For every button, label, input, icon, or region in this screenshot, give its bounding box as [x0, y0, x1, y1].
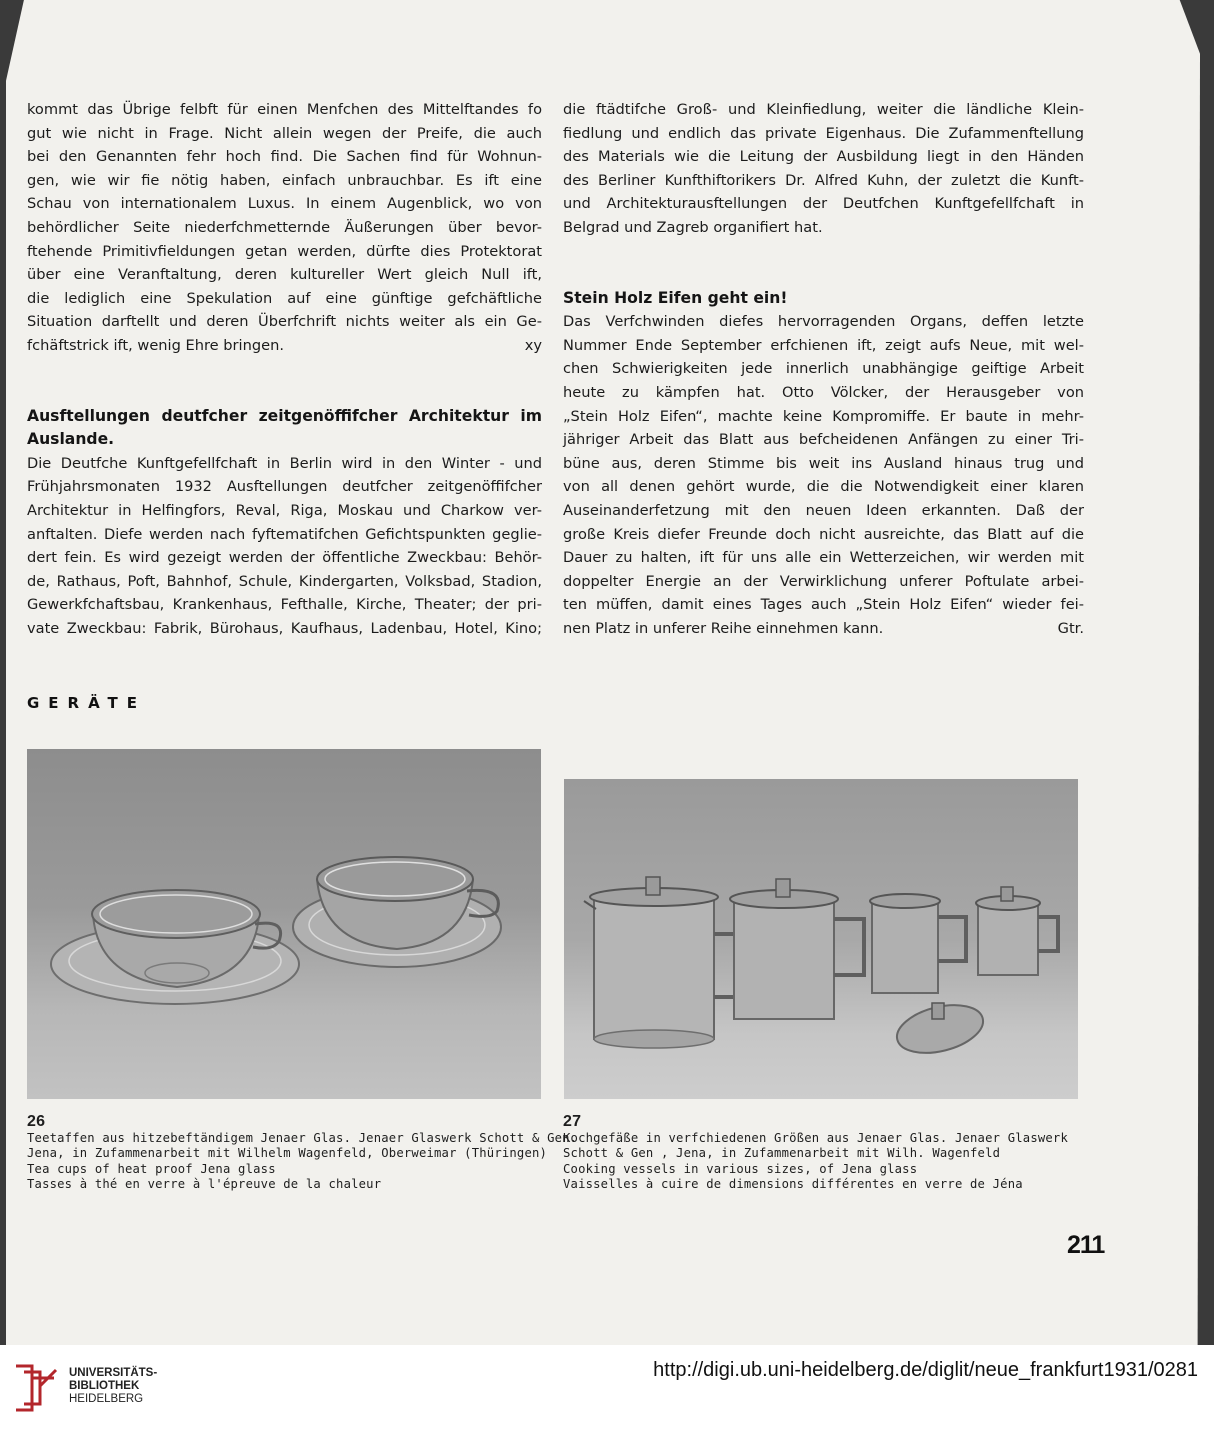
- text-line: Die Deutfche Kunftgefellfchaft in Berlin wird in den Winter - und: [27, 454, 542, 472]
- text-line: Situation darftellt und deren Überfchrift nichts weiter als ein Ge-: [27, 313, 542, 331]
- paragraph-architecture-exhibitions: [27, 452, 542, 641]
- right-text-column: [563, 98, 1084, 640]
- text-line: große Kreis diefer Freunde doch nicht ausreichte, das Blatt auf die: [563, 525, 1084, 543]
- caption-line: Tea cups of heat proof Jena glass: [27, 1161, 276, 1176]
- text-line: dert fein. Es wird gezeigt werden der öffentliche Zweckbau: Behör-: [27, 549, 542, 567]
- cooking-vessels-illustration: [564, 779, 1078, 1099]
- text-line: nen Platz in unferer Reihe einnehmen kann.: [563, 619, 884, 637]
- library-name[interactable]: [69, 1367, 157, 1406]
- caption-figure-26: [27, 1112, 577, 1193]
- heading-line: Auslande.: [27, 430, 115, 449]
- caption-line: Schott & Gen , Jena, in Zufammenarbeit mit Wilh. Wagenfeld: [563, 1146, 1001, 1161]
- left-text-column: [27, 98, 542, 640]
- text-line: ten müffen, damit eines Tages auch „Stein Holz Eifen“ wieder fei-: [563, 596, 1084, 614]
- text-line: von all denen gehört wurde, die die Notwendigkeit einer klaren: [563, 478, 1084, 496]
- heading-line: Ausftellungen deutfcher zeitgenöffifcher Architektur im: [27, 406, 542, 425]
- text-line: Nummer Ende September erfchienen ift, zeigt aufs Neue, mit wel-: [563, 336, 1084, 354]
- photo-tea-cups: [27, 749, 541, 1099]
- text-line: die ftädtifche Groß- und Kleinfiedlung, weiter die ländliche Klein-: [563, 101, 1084, 118]
- caption-line: Teetaffen aus hitzebeftändigem Jenaer Glas. Jenaer Glaswerk Schott & Gen.: [27, 1131, 578, 1145]
- text-line: kommt das Übrige felbft für einen Menfchen des Mittelftandes fo: [27, 101, 542, 118]
- text-line: anftalten. Diefe werden nach fyftematifchen Gefichtspunkten geglie-: [27, 525, 542, 543]
- text-line: behördlicher Seite niederfchmetternde Äußerungen über bevor-: [27, 218, 542, 236]
- text-line: des Berliner Kunfthiftorikers Dr. Alfred Kuhn, der zuletzt die Kunft-: [563, 171, 1084, 189]
- text-line: und Architekturausftellungen der Deutfchen Kunftgefellfchaft in: [563, 195, 1084, 213]
- paragraph-architecture-continued: [563, 98, 1084, 240]
- text-line: Frühjahrsmonaten 1932 Ausftellungen deutfcher zeitgenöffifcher: [27, 478, 542, 496]
- text-line: ftehende Primitivfieldungen getan werden, dürfte dies Protektorat: [27, 242, 542, 260]
- library-logo-icon[interactable]: [10, 1360, 62, 1416]
- text-line: fchäftstrick ift, wenig Ehre bringen.: [27, 336, 284, 354]
- caption-line: Jena, in Zufammenarbeit mit Wilhelm Wagenfeld, Oberweimar (Thüringen): [27, 1146, 548, 1161]
- caption-figure-27: [563, 1112, 1068, 1193]
- author-signature: Gtr.: [1057, 619, 1084, 637]
- caption-line: Kochgefäße in verfchiedenen Größen aus Jenaer Glas. Jenaer Glaswerk: [563, 1131, 1069, 1145]
- text-line: „Stein Holz Eifen“, machte keine Kompromiffe. Er baute in mehr-: [563, 407, 1084, 425]
- text-line: Auseinanderfetzung mit den neuen Ideen erkannten. Daß der: [563, 501, 1084, 519]
- text-line: büne aus, deren Stimme bis weit ins Ausland hinaus trug und: [563, 454, 1084, 472]
- text-line: Belgrad und Zagreb organifiert hat.: [563, 218, 823, 236]
- text-line: vate Zweckbau: Fabrik, Bürohaus, Kaufhaus, Ladenbau, Hotel, Kino;: [27, 619, 542, 637]
- library-name-line: BIBLIOTHEK: [69, 1380, 140, 1392]
- paragraph-stein-holz-eisen: [563, 310, 1084, 640]
- text-line: heute zu kämpfen hat. Otto Völcker, der Herausgeber von: [563, 383, 1084, 401]
- text-line: gen, wie wir fie nötig haben, einfach unbrauchbar. Es ift eine: [27, 171, 542, 189]
- tea-cups-illustration: [27, 749, 541, 1099]
- heading-stein-holz-eisen: Stein Holz Eifen geht ein!: [563, 288, 788, 307]
- text-line: fiedlung und endlich das private Eigenhaus. Die Zufammenftellung: [563, 124, 1084, 142]
- library-name-line: UNIVERSITÄTS-: [69, 1367, 158, 1379]
- caption-line: Tasses à thé en verre à l'épreuve de la chaleur: [27, 1177, 382, 1192]
- text-line: jähriger Arbeit das Blatt aus befcheidenen Anfängen zu einer Tri-: [563, 431, 1084, 449]
- text-line: doppelter Energie an der Verwirklichung unferer Poftulate arbei-: [563, 572, 1084, 590]
- text-line-with-signature: [27, 334, 542, 358]
- text-line: Architektur in Helfingfors, Reval, Riga, Moskau und Charkow ver-: [27, 501, 542, 519]
- text-line: über eine Veranftaltung, deren kultureller Wert gleich Null ift,: [27, 266, 542, 284]
- text-line: Das Verfchwinden diefes hervorragenden Organs, deffen letzte: [563, 313, 1084, 331]
- paragraph-exhibition-critique: [27, 98, 542, 358]
- permalink-url[interactable]: http://digi.ub.uni-heidelberg.de/diglit/neue_frankfurt1931/0281: [653, 1359, 1198, 1381]
- text-line: Gewerkfchaftsbau, Krankenhaus, Fefthalle, Kirche, Theater; der pri-: [27, 596, 542, 614]
- page-number: 211: [1067, 1231, 1105, 1259]
- caption-line: Cooking vessels in various sizes, of Jena glass: [563, 1161, 918, 1176]
- text-line: gut wie nicht in Frage. Nicht allein wegen der Preife, die auch: [27, 124, 542, 142]
- author-signature: xy: [524, 336, 542, 354]
- heading-architecture-exhibitions: [27, 405, 542, 452]
- text-line: de, Rathaus, Poft, Bahnhof, Schule, Kindergarten, Volksbad, Stadion,: [27, 572, 542, 590]
- figure-number: 26: [27, 1113, 46, 1130]
- text-line: des Materials wie die Leitung der Ausbildung liegt in den Händen: [563, 148, 1084, 166]
- section-label-geraete: GERÄTE: [27, 694, 147, 712]
- library-name-line: HEIDELBERG: [69, 1393, 144, 1405]
- text-line: bei den Genannten fehr hoch find. Die Sachen find für Wohnun-: [27, 148, 542, 166]
- text-line: die lediglich eine Spekulation auf eine günftige gefchäftliche: [27, 289, 542, 307]
- photo-cooking-vessels: [564, 779, 1078, 1099]
- caption-line: Vaisselles à cuire de dimensions différentes en verre de Jéna: [563, 1177, 1023, 1192]
- text-line: Schau von internationalem Luxus. In einem Augenblick, wo von: [27, 195, 542, 213]
- text-line: chen Schwierigkeiten jede innerlich unabhängige geiftige Arbeit: [563, 360, 1084, 378]
- text-line-with-signature: [563, 617, 1084, 641]
- figure-number: 27: [563, 1113, 582, 1130]
- text-line: Dauer zu halten, ift für uns alle ein Wetterzeichen, wir werden mit: [563, 549, 1084, 567]
